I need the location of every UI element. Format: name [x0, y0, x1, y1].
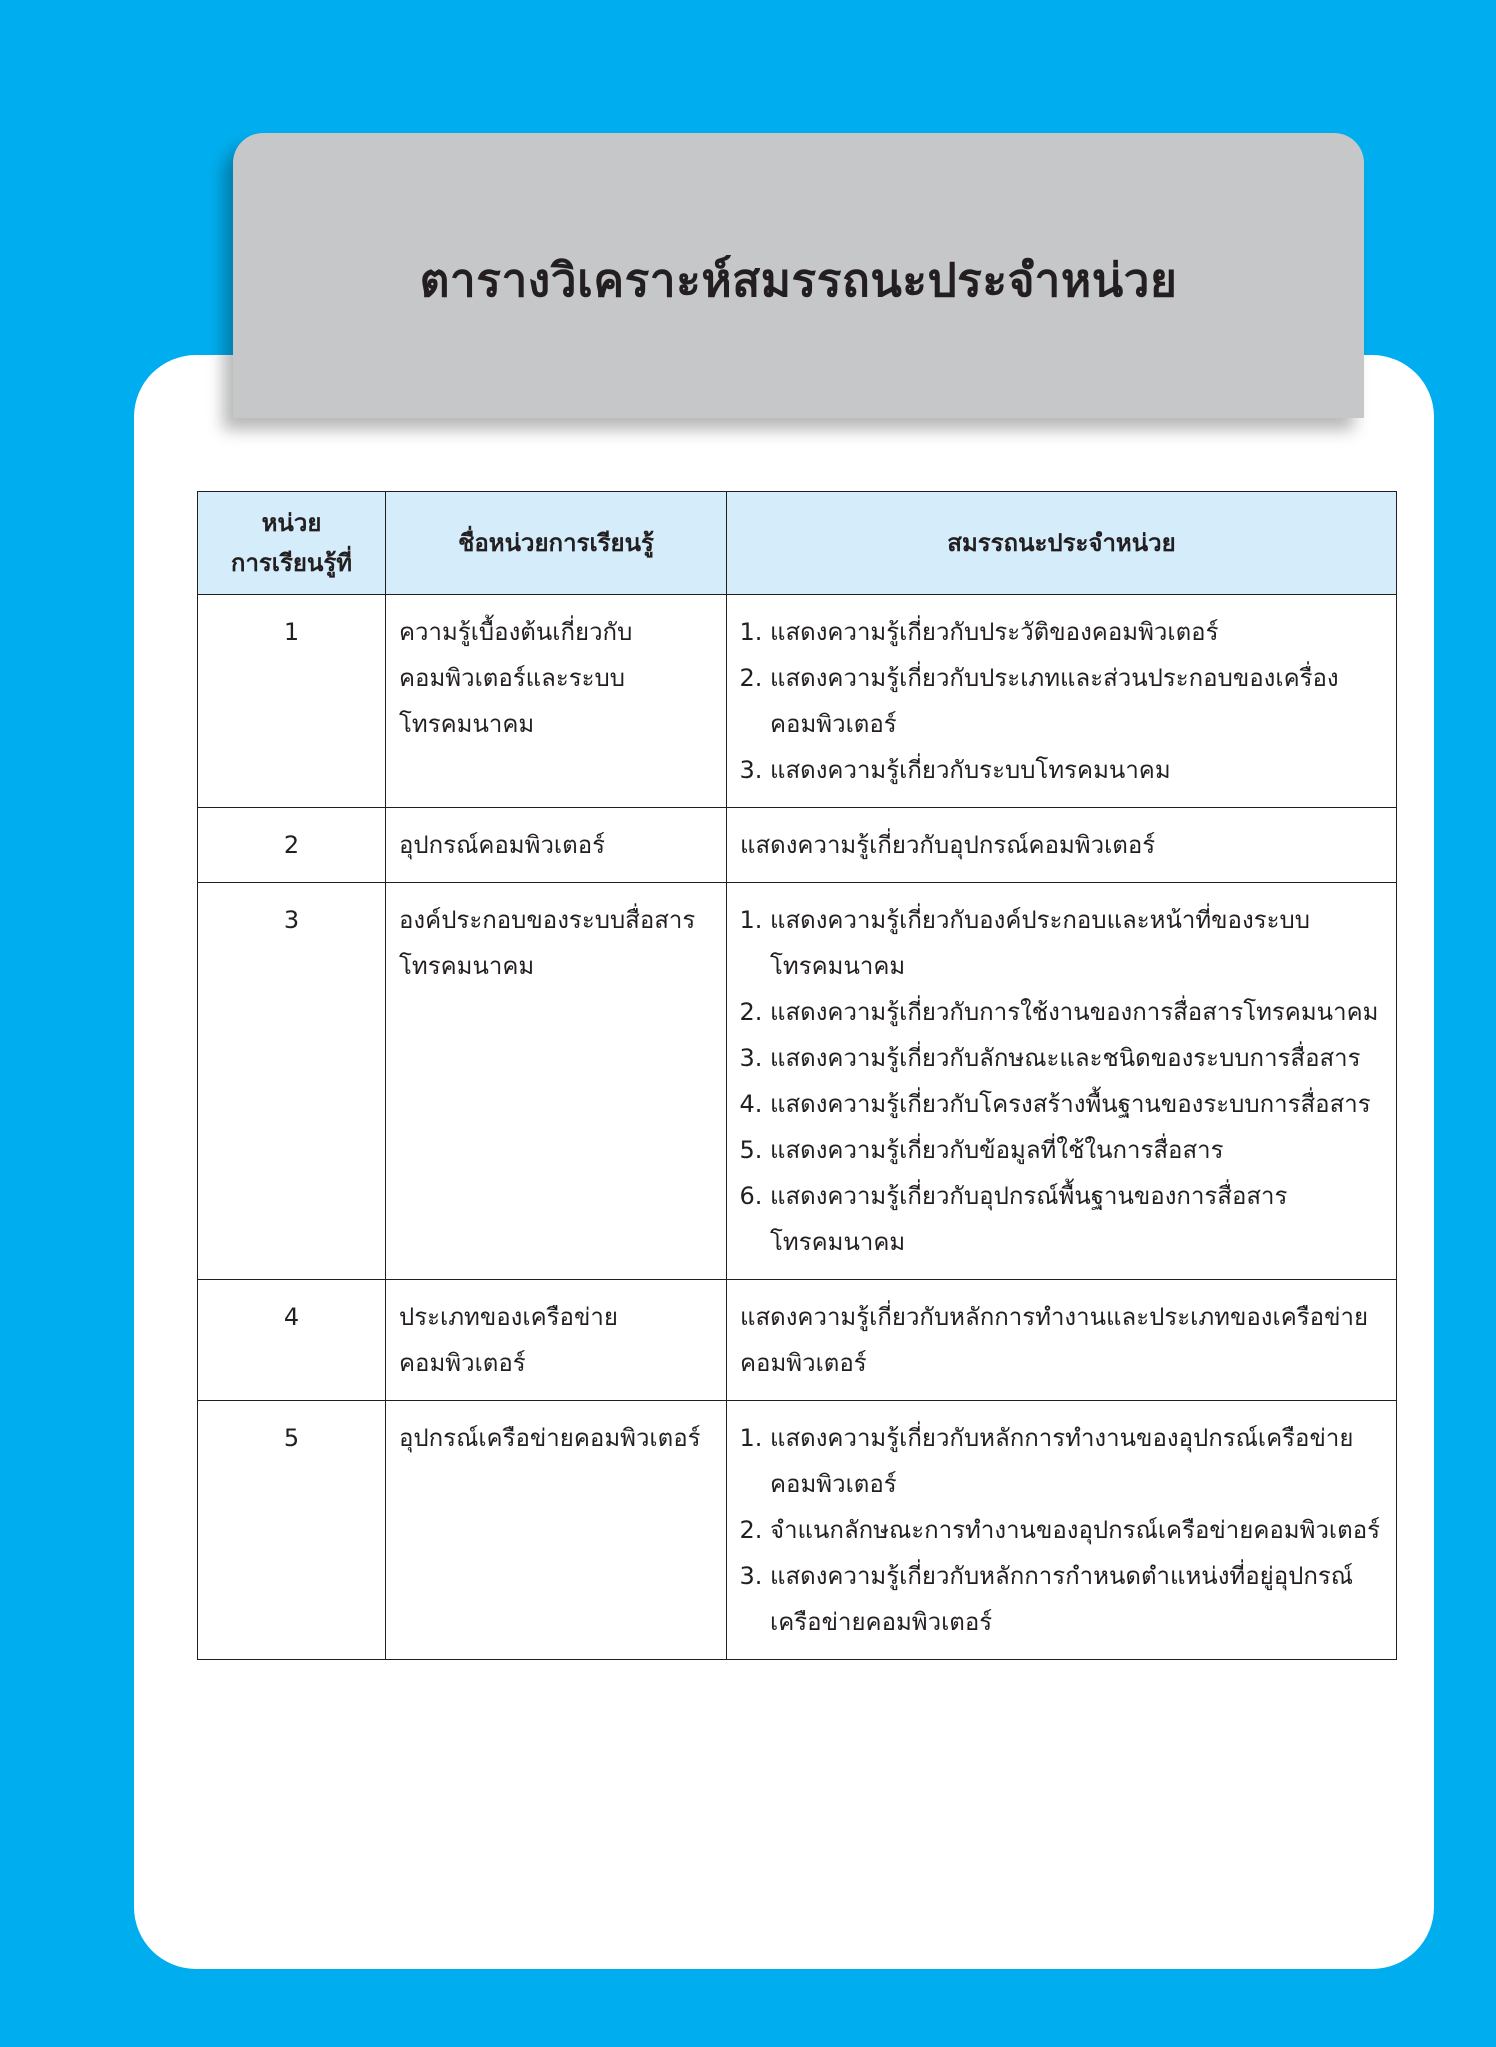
unit-number: 2	[198, 808, 386, 883]
header-unit-number	[198, 492, 386, 595]
competency-item: 3. แสดงความรู้เกี่ยวกับหลักการกำหนดตำแหน่งที่อยู่อุปกรณ์เครือข่ายคอมพิวเตอร์	[770, 1553, 1383, 1645]
header-unit-name: ชื่อหน่วยการเรียนรู้	[386, 492, 727, 595]
competency-item: 2. จำแนกลักษณะการทำงานของอุปกรณ์เครือข่ายคอมพิวเตอร์	[770, 1507, 1383, 1553]
table-row	[198, 595, 1397, 808]
competency-cell: แสดงความรู้เกี่ยวกับหลักการทำงานและประเภทของเครือข่ายคอมพิวเตอร์	[727, 1280, 1397, 1401]
unit-name: ประเภทของเครือข่ายคอมพิวเตอร์	[386, 1280, 727, 1401]
competency-item: 4. แสดงความรู้เกี่ยวกับโครงสร้างพื้นฐานของระบบการสื่อสาร	[770, 1081, 1383, 1127]
competency-list	[740, 1415, 1383, 1645]
competency-list	[740, 609, 1383, 793]
competency-cell	[727, 883, 1397, 1280]
header-unit-line2: การเรียนรู้ที่	[230, 549, 353, 577]
competency-item: 1. แสดงความรู้เกี่ยวกับองค์ประกอบและหน้าที่ของระบบโทรคมนาคม	[770, 897, 1383, 989]
table-row	[198, 1401, 1397, 1660]
competency-item: 3. แสดงความรู้เกี่ยวกับระบบโทรคมนาคม	[770, 747, 1383, 793]
title-banner	[233, 133, 1364, 418]
competency-item: 1. แสดงความรู้เกี่ยวกับหลักการทำงานของอุปกรณ์เครือข่ายคอมพิวเตอร์	[770, 1415, 1383, 1507]
unit-name: องค์ประกอบของระบบสื่อสารโทรคมนาคม	[386, 883, 727, 1280]
header-competency: สมรรถนะประจำหน่วย	[727, 492, 1397, 595]
table-header-row	[198, 492, 1397, 595]
competency-item: 2. แสดงความรู้เกี่ยวกับการใช้งานของการสื่อสารโทรคมนาคม	[770, 989, 1383, 1035]
competency-cell	[727, 1401, 1397, 1660]
table-row	[198, 883, 1397, 1280]
competency-table	[197, 491, 1397, 1660]
competency-list	[740, 897, 1383, 1265]
header-unit-line1: หน่วย	[261, 509, 322, 537]
table-row	[198, 1280, 1397, 1401]
page-title: ตารางวิเคราะห์สมรรถนะประจำหน่วย	[419, 253, 1178, 307]
competency-cell	[727, 595, 1397, 808]
unit-name: อุปกรณ์คอมพิวเตอร์	[386, 808, 727, 883]
unit-number: 3	[198, 883, 386, 1280]
competency-cell: แสดงความรู้เกี่ยวกับอุปกรณ์คอมพิวเตอร์	[727, 808, 1397, 883]
unit-number: 5	[198, 1401, 386, 1660]
table-row	[198, 808, 1397, 883]
unit-number: 4	[198, 1280, 386, 1401]
unit-name: ความรู้เบื้องต้นเกี่ยวกับคอมพิวเตอร์และระบบโทรคมนาคม	[386, 595, 727, 808]
competency-item: 1. แสดงความรู้เกี่ยวกับประวัติของคอมพิวเตอร์	[770, 609, 1383, 655]
unit-number: 1	[198, 595, 386, 808]
competency-item: 5. แสดงความรู้เกี่ยวกับข้อมูลที่ใช้ในการสื่อสาร	[770, 1127, 1383, 1173]
competency-item: 2. แสดงความรู้เกี่ยวกับประเภทและส่วนประกอบของเครื่องคอมพิวเตอร์	[770, 655, 1383, 747]
unit-name: อุปกรณ์เครือข่ายคอมพิวเตอร์	[386, 1401, 727, 1660]
competency-item: 3. แสดงความรู้เกี่ยวกับลักษณะและชนิดของระบบการสื่อสาร	[770, 1035, 1383, 1081]
competency-item: 6. แสดงความรู้เกี่ยวกับอุปกรณ์พื้นฐานของการสื่อสารโทรคมนาคม	[770, 1173, 1383, 1265]
